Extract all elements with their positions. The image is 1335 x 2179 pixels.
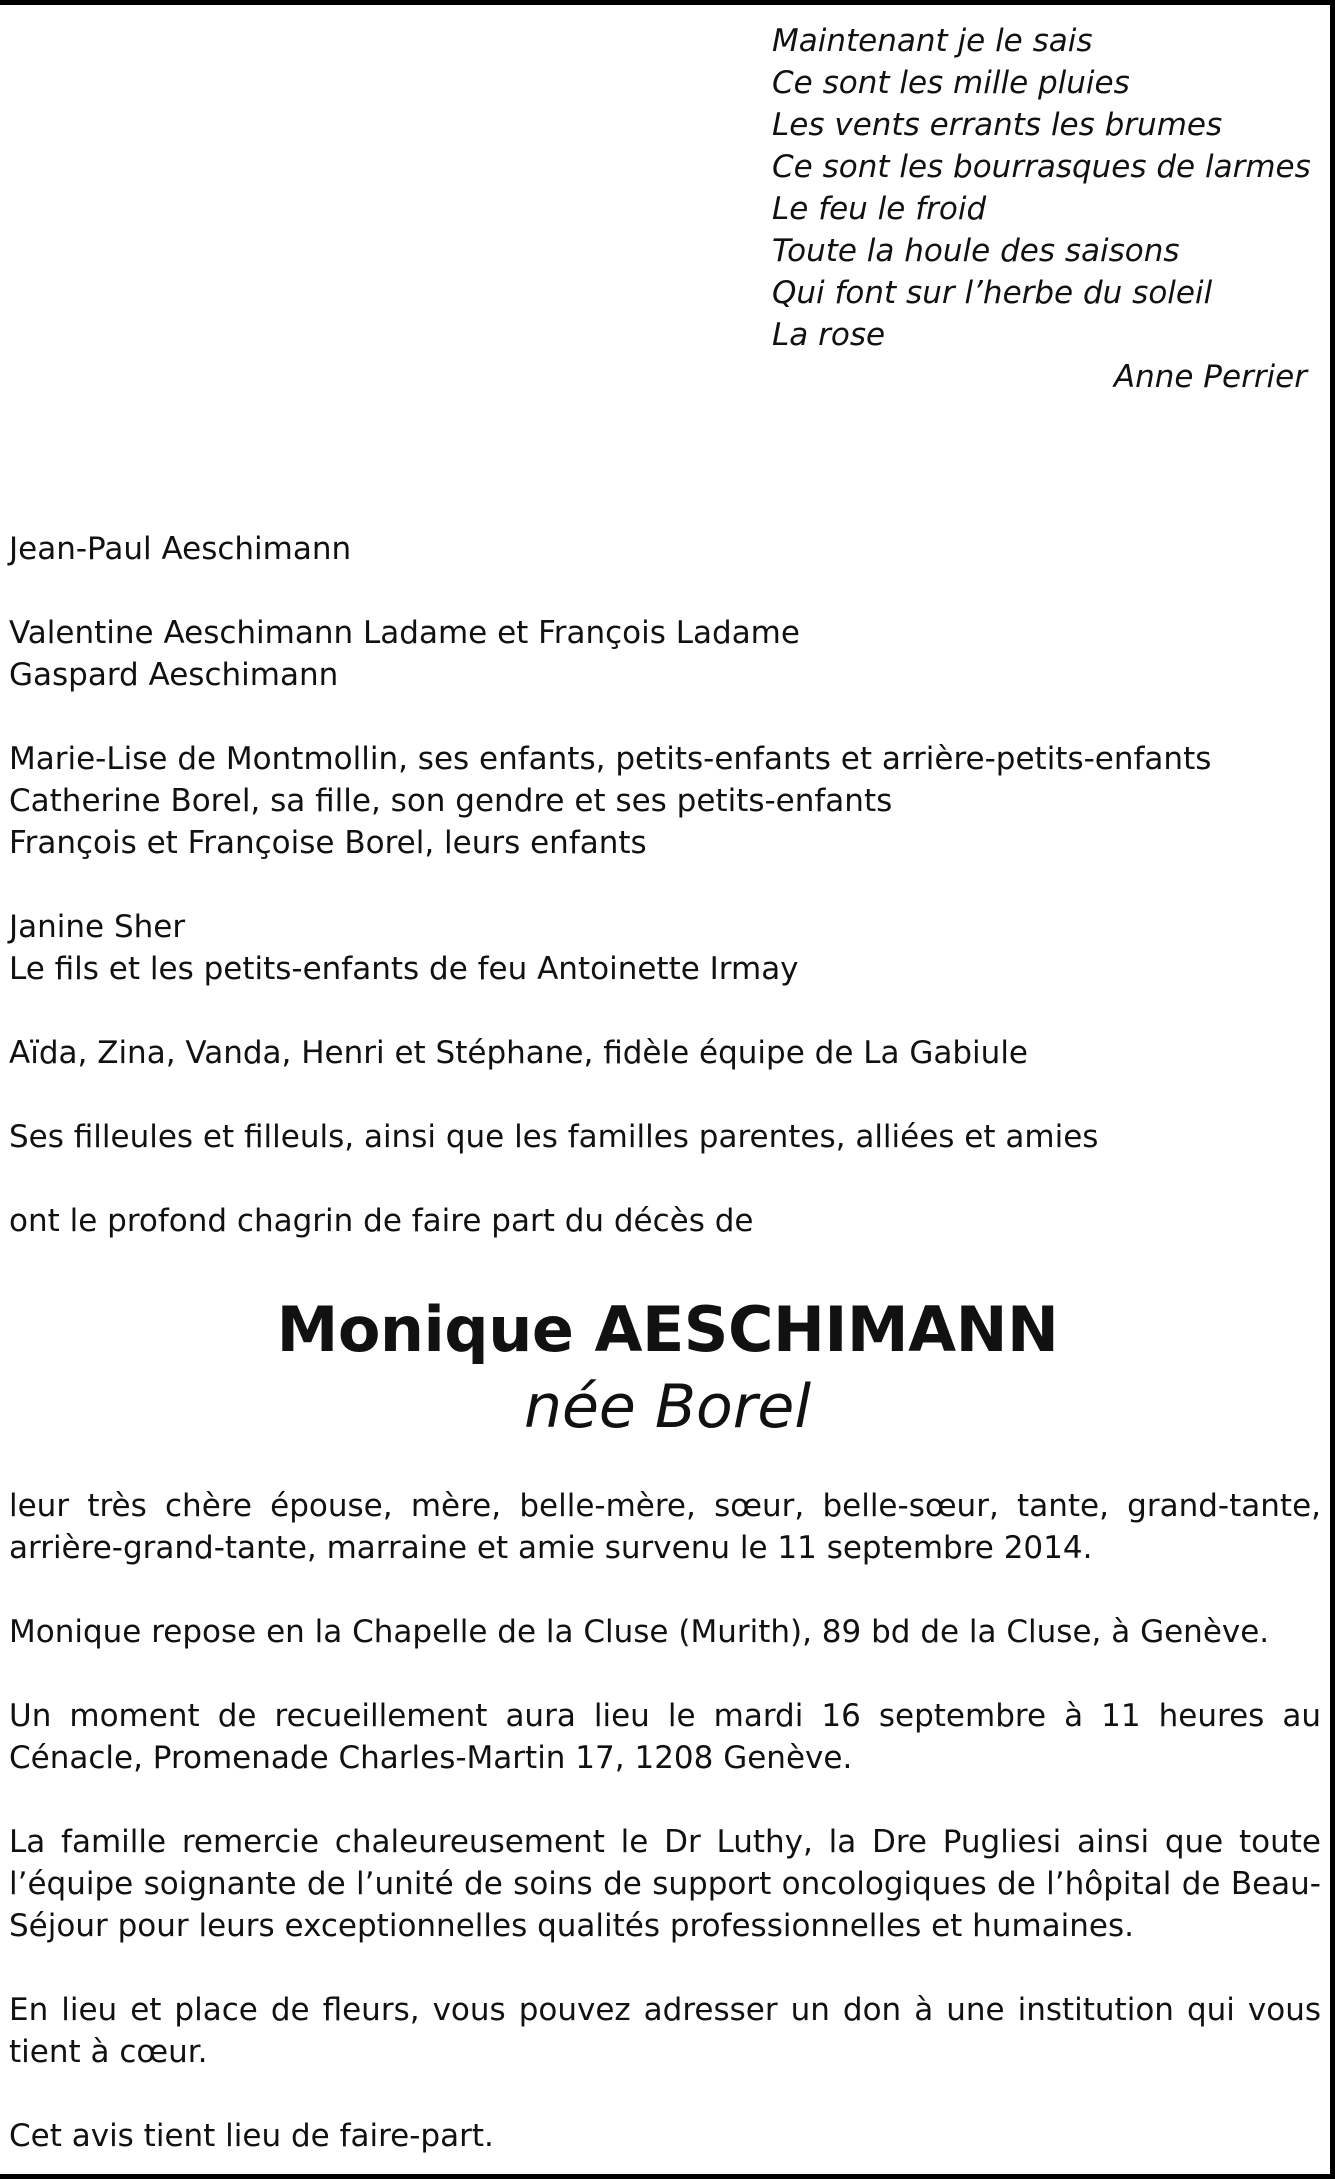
family-line: Gaspard Aeschimann — [9, 657, 339, 693]
donations-paragraph: En lieu et place de fleurs, vous pouvez adresser un don à une institution qui vous tient à cœur. — [9, 1992, 1321, 2070]
family-line: Marie-Lise de Montmollin, ses enfants, petits-enfants et arrière-petits-enfants — [9, 741, 1212, 777]
poem-line: Les vents errants les brumes — [772, 107, 1223, 143]
family-line: Ses filleules et filleuls, ainsi que les familles parentes, alliées et amies — [9, 1119, 1099, 1155]
spacer — [9, 1158, 1319, 1200]
deceased-name: Monique AESCHIMANN — [276, 1293, 1059, 1366]
family-line: Aïda, Zina, Vanda, Henri et Stéphane, fidèle équipe de La Gabiule — [9, 1035, 1029, 1071]
family-line: Jean-Paul Aeschimann — [9, 531, 352, 567]
spacer — [9, 864, 1319, 906]
family-list — [9, 528, 1319, 1242]
poem-author: Anne Perrier — [1113, 359, 1307, 395]
family-line: Janine Sher — [9, 909, 186, 945]
poem-line: Qui font sur l’herbe du soleil — [772, 275, 1213, 311]
poem-line: Ce sont les bourrasques de larmes — [772, 149, 1311, 185]
spacer — [9, 1074, 1319, 1116]
spacer — [9, 570, 1319, 612]
spacer — [9, 696, 1319, 738]
ceremony-paragraph: Un moment de recueillement aura lieu le mardi 16 septembre à 11 heures au Cénacle, Promenade Charles-Martin 17, 1208 Genève. — [9, 1698, 1321, 1776]
relation-paragraph: leur très chère épouse, mère, belle-mère, sœur, belle-sœur, tante, grand-tante, arrière-grand-tante, marraine et amie survenu le 11 septembre 2014. — [9, 1488, 1321, 1566]
rest-paragraph: Monique repose en la Chapelle de la Cluse (Murith), 89 bd de la Cluse, à Genève. — [9, 1614, 1270, 1650]
notice-body — [9, 1485, 1321, 2157]
family-line: Catherine Borel, sa fille, son gendre et ses petits-enfants — [9, 783, 893, 819]
deceased-birth-name: née Borel — [523, 1372, 812, 1442]
poem-line: Ce sont les mille pluies — [772, 65, 1130, 101]
poem-line: La rose — [772, 317, 886, 353]
spacer — [9, 990, 1319, 1032]
family-line: Le fils et les petits-enfants de feu Antoinette Irmay — [9, 951, 799, 987]
poem-line: Maintenant je le sais — [772, 23, 1093, 59]
thanks-paragraph: La famille remercie chaleureusement le Dr Luthy, la Dre Pugliesi ainsi que toute l’équipe soignante de l’unité de soins de support oncologiques de l’hôpital de Beau-Séjour pour leurs exceptionnelles qualités professionnelles et humaines. — [9, 1824, 1321, 1944]
closing-paragraph: Cet avis tient lieu de faire-part. — [9, 2118, 494, 2154]
family-line: Valentine Aeschimann Ladame et François Ladame — [9, 615, 800, 651]
family-line: François et Françoise Borel, leurs enfants — [9, 825, 647, 861]
announcement-line: ont le profond chagrin de faire part du décès de — [9, 1203, 754, 1239]
poem-line: Toute la houle des saisons — [772, 233, 1180, 269]
poem-line: Le feu le froid — [772, 191, 987, 227]
poem — [772, 20, 1317, 398]
